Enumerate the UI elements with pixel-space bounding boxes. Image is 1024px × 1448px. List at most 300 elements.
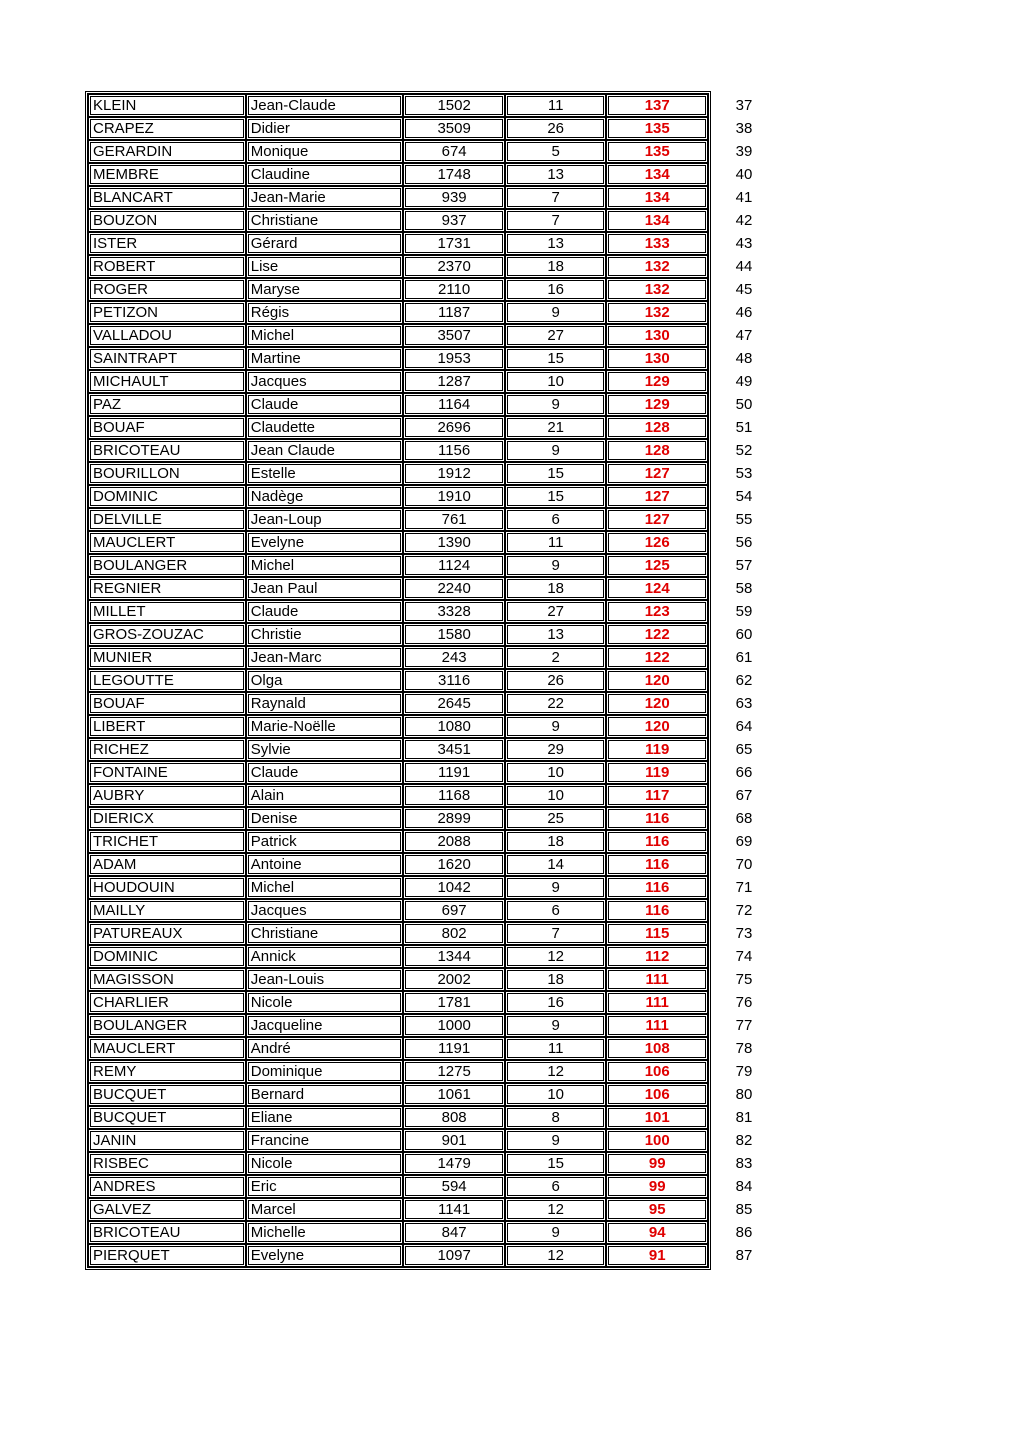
score-cell: 125 bbox=[606, 554, 708, 577]
score-cell: 101 bbox=[606, 1106, 708, 1129]
count-cell: 16 bbox=[505, 278, 606, 301]
count-cell: 5 bbox=[505, 140, 606, 163]
rank-number: 61 bbox=[735, 649, 753, 666]
first-name-cell: Jean-Claude bbox=[246, 94, 404, 117]
rank-number: 74 bbox=[735, 948, 753, 965]
table-row bbox=[88, 577, 708, 600]
first-name-cell: Olga bbox=[246, 669, 404, 692]
table-row bbox=[88, 784, 708, 807]
rank-number: 85 bbox=[735, 1201, 753, 1218]
last-name-cell: SAINTRAPT bbox=[88, 347, 246, 370]
table-row bbox=[88, 830, 708, 853]
count-cell: 8 bbox=[505, 1106, 606, 1129]
first-name-cell: Jacques bbox=[246, 370, 404, 393]
score-cell: 127 bbox=[606, 508, 708, 531]
total-cell: 1502 bbox=[403, 94, 505, 117]
rank-number: 53 bbox=[735, 465, 753, 482]
first-name-cell: Michel bbox=[246, 554, 404, 577]
table-row bbox=[88, 623, 708, 646]
score-cell: 120 bbox=[606, 715, 708, 738]
total-cell: 1164 bbox=[403, 393, 505, 416]
total-cell: 1061 bbox=[403, 1083, 505, 1106]
table-row bbox=[88, 347, 708, 370]
first-name-cell: Claude bbox=[246, 761, 404, 784]
last-name-cell: PETIZON bbox=[88, 301, 246, 324]
rank-number: 43 bbox=[735, 235, 753, 252]
last-name-cell: BLANCART bbox=[88, 186, 246, 209]
score-cell: 117 bbox=[606, 784, 708, 807]
last-name-cell: DOMINIC bbox=[88, 945, 246, 968]
last-name-cell: HOUDOUIN bbox=[88, 876, 246, 899]
results-table bbox=[85, 91, 711, 1270]
first-name-cell: Jacqueline bbox=[246, 1014, 404, 1037]
total-cell: 1620 bbox=[403, 853, 505, 876]
rank-number: 86 bbox=[735, 1224, 753, 1241]
first-name-cell: André bbox=[246, 1037, 404, 1060]
total-cell: 1912 bbox=[403, 462, 505, 485]
first-name-cell: Annick bbox=[246, 945, 404, 968]
total-cell: 1580 bbox=[403, 623, 505, 646]
table-row bbox=[88, 462, 708, 485]
table-row bbox=[88, 853, 708, 876]
first-name-cell: Patrick bbox=[246, 830, 404, 853]
count-cell: 18 bbox=[505, 830, 606, 853]
rank-number: 65 bbox=[735, 741, 753, 758]
last-name-cell: DOMINIC bbox=[88, 485, 246, 508]
table-row bbox=[88, 554, 708, 577]
total-cell: 2370 bbox=[403, 255, 505, 278]
first-name-cell: Monique bbox=[246, 140, 404, 163]
first-name-cell: Michelle bbox=[246, 1221, 404, 1244]
last-name-cell: BOUAF bbox=[88, 416, 246, 439]
total-cell: 674 bbox=[403, 140, 505, 163]
count-cell: 9 bbox=[505, 301, 606, 324]
rank-number: 44 bbox=[735, 258, 753, 275]
count-cell: 27 bbox=[505, 324, 606, 347]
score-cell: 128 bbox=[606, 439, 708, 462]
count-cell: 6 bbox=[505, 899, 606, 922]
table-row bbox=[88, 807, 708, 830]
count-cell: 15 bbox=[505, 462, 606, 485]
first-name-cell: Nadège bbox=[246, 485, 404, 508]
count-cell: 14 bbox=[505, 853, 606, 876]
score-cell: 134 bbox=[606, 163, 708, 186]
first-name-cell: Jean-Louis bbox=[246, 968, 404, 991]
rank-number: 48 bbox=[735, 350, 753, 367]
score-cell: 116 bbox=[606, 899, 708, 922]
score-cell: 130 bbox=[606, 324, 708, 347]
count-cell: 12 bbox=[505, 1244, 606, 1267]
last-name-cell: DIERICX bbox=[88, 807, 246, 830]
first-name-cell: Claudette bbox=[246, 416, 404, 439]
table-row bbox=[88, 1129, 708, 1152]
total-cell: 1000 bbox=[403, 1014, 505, 1037]
rank-number: 60 bbox=[735, 626, 753, 643]
last-name-cell: FONTAINE bbox=[88, 761, 246, 784]
last-name-cell: BRICOTEAU bbox=[88, 439, 246, 462]
score-cell: 122 bbox=[606, 623, 708, 646]
count-cell: 12 bbox=[505, 1060, 606, 1083]
total-cell: 2240 bbox=[403, 577, 505, 600]
count-cell: 9 bbox=[505, 554, 606, 577]
rank-number: 70 bbox=[735, 856, 753, 873]
first-name-cell: Jean Claude bbox=[246, 439, 404, 462]
first-name-cell: Claudine bbox=[246, 163, 404, 186]
score-cell: 129 bbox=[606, 370, 708, 393]
table-row bbox=[88, 117, 708, 140]
last-name-cell: RISBEC bbox=[88, 1152, 246, 1175]
first-name-cell: Michel bbox=[246, 324, 404, 347]
table-row bbox=[88, 899, 708, 922]
rank-number: 40 bbox=[735, 166, 753, 183]
total-cell: 1275 bbox=[403, 1060, 505, 1083]
count-cell: 18 bbox=[505, 255, 606, 278]
table-row bbox=[88, 232, 708, 255]
total-cell: 1479 bbox=[403, 1152, 505, 1175]
first-name-cell: Claude bbox=[246, 600, 404, 623]
rank-number: 81 bbox=[735, 1109, 753, 1126]
total-cell: 761 bbox=[403, 508, 505, 531]
total-cell: 808 bbox=[403, 1106, 505, 1129]
first-name-cell: Michel bbox=[246, 876, 404, 899]
first-name-cell: Francine bbox=[246, 1129, 404, 1152]
table-row bbox=[88, 324, 708, 347]
first-name-cell: Jean-Loup bbox=[246, 508, 404, 531]
rank-number: 77 bbox=[735, 1017, 753, 1034]
total-cell: 697 bbox=[403, 899, 505, 922]
total-cell: 1187 bbox=[403, 301, 505, 324]
table-row bbox=[88, 508, 708, 531]
last-name-cell: DELVILLE bbox=[88, 508, 246, 531]
score-cell: 100 bbox=[606, 1129, 708, 1152]
rank-number: 37 bbox=[735, 97, 753, 114]
last-name-cell: BRICOTEAU bbox=[88, 1221, 246, 1244]
count-cell: 9 bbox=[505, 439, 606, 462]
rank-number: 47 bbox=[735, 327, 753, 344]
first-name-cell: Christie bbox=[246, 623, 404, 646]
total-cell: 243 bbox=[403, 646, 505, 669]
table-row bbox=[88, 370, 708, 393]
first-name-cell: Jacques bbox=[246, 899, 404, 922]
count-cell: 10 bbox=[505, 370, 606, 393]
count-cell: 9 bbox=[505, 876, 606, 899]
table-row bbox=[88, 1198, 708, 1221]
count-cell: 27 bbox=[505, 600, 606, 623]
total-cell: 1191 bbox=[403, 761, 505, 784]
table-row bbox=[88, 439, 708, 462]
total-cell: 2088 bbox=[403, 830, 505, 853]
table-row bbox=[88, 968, 708, 991]
score-cell: 116 bbox=[606, 830, 708, 853]
count-cell: 2 bbox=[505, 646, 606, 669]
last-name-cell: REGNIER bbox=[88, 577, 246, 600]
last-name-cell: JANIN bbox=[88, 1129, 246, 1152]
count-cell: 16 bbox=[505, 991, 606, 1014]
total-cell: 1097 bbox=[403, 1244, 505, 1267]
total-cell: 1124 bbox=[403, 554, 505, 577]
total-cell: 2899 bbox=[403, 807, 505, 830]
score-cell: 99 bbox=[606, 1152, 708, 1175]
score-cell: 111 bbox=[606, 1014, 708, 1037]
score-cell: 134 bbox=[606, 186, 708, 209]
total-cell: 2645 bbox=[403, 692, 505, 715]
rank-number: 76 bbox=[735, 994, 753, 1011]
score-cell: 127 bbox=[606, 485, 708, 508]
rank-number: 58 bbox=[735, 580, 753, 597]
total-cell: 1156 bbox=[403, 439, 505, 462]
table-row bbox=[88, 715, 708, 738]
table-row bbox=[88, 738, 708, 761]
rank-number: 84 bbox=[735, 1178, 753, 1195]
table-row bbox=[88, 186, 708, 209]
last-name-cell: BUCQUET bbox=[88, 1083, 246, 1106]
score-cell: 116 bbox=[606, 807, 708, 830]
rank-number: 46 bbox=[735, 304, 753, 321]
rank-number: 55 bbox=[735, 511, 753, 528]
last-name-cell: CHARLIER bbox=[88, 991, 246, 1014]
score-cell: 132 bbox=[606, 301, 708, 324]
total-cell: 1390 bbox=[403, 531, 505, 554]
score-cell: 132 bbox=[606, 255, 708, 278]
last-name-cell: BOULANGER bbox=[88, 1014, 246, 1037]
score-cell: 119 bbox=[606, 738, 708, 761]
score-cell: 120 bbox=[606, 692, 708, 715]
last-name-cell: GROS-ZOUZAC bbox=[88, 623, 246, 646]
rank-number: 39 bbox=[735, 143, 753, 160]
rank-number: 45 bbox=[735, 281, 753, 298]
table-row bbox=[88, 416, 708, 439]
score-cell: 123 bbox=[606, 600, 708, 623]
first-name-cell: Nicole bbox=[246, 991, 404, 1014]
last-name-cell: KLEIN bbox=[88, 94, 246, 117]
first-name-cell: Lise bbox=[246, 255, 404, 278]
last-name-cell: TRICHET bbox=[88, 830, 246, 853]
last-name-cell: MAGISSON bbox=[88, 968, 246, 991]
count-cell: 10 bbox=[505, 761, 606, 784]
rank-number: 67 bbox=[735, 787, 753, 804]
first-name-cell: Régis bbox=[246, 301, 404, 324]
table-row bbox=[88, 692, 708, 715]
total-cell: 802 bbox=[403, 922, 505, 945]
table-row bbox=[88, 301, 708, 324]
rank-number: 64 bbox=[735, 718, 753, 735]
score-cell: 134 bbox=[606, 209, 708, 232]
table-row bbox=[88, 646, 708, 669]
count-cell: 13 bbox=[505, 623, 606, 646]
table-row bbox=[88, 209, 708, 232]
total-cell: 901 bbox=[403, 1129, 505, 1152]
last-name-cell: LIBERT bbox=[88, 715, 246, 738]
table-row bbox=[88, 393, 708, 416]
score-cell: 94 bbox=[606, 1221, 708, 1244]
table-row bbox=[88, 945, 708, 968]
score-cell: 116 bbox=[606, 876, 708, 899]
count-cell: 18 bbox=[505, 968, 606, 991]
last-name-cell: AUBRY bbox=[88, 784, 246, 807]
table-row bbox=[88, 761, 708, 784]
score-cell: 124 bbox=[606, 577, 708, 600]
first-name-cell: Christiane bbox=[246, 209, 404, 232]
total-cell: 3328 bbox=[403, 600, 505, 623]
total-cell: 1344 bbox=[403, 945, 505, 968]
total-cell: 1191 bbox=[403, 1037, 505, 1060]
total-cell: 847 bbox=[403, 1221, 505, 1244]
first-name-cell: Jean-Marie bbox=[246, 186, 404, 209]
count-cell: 7 bbox=[505, 209, 606, 232]
rank-number: 75 bbox=[735, 971, 753, 988]
rank-number: 72 bbox=[735, 902, 753, 919]
rank-number: 78 bbox=[735, 1040, 753, 1057]
count-cell: 7 bbox=[505, 922, 606, 945]
total-cell: 1080 bbox=[403, 715, 505, 738]
score-cell: 112 bbox=[606, 945, 708, 968]
first-name-cell: Marie-Noëlle bbox=[246, 715, 404, 738]
count-cell: 13 bbox=[505, 163, 606, 186]
last-name-cell: BOUAF bbox=[88, 692, 246, 715]
last-name-cell: MUNIER bbox=[88, 646, 246, 669]
score-cell: 129 bbox=[606, 393, 708, 416]
rank-number: 87 bbox=[735, 1247, 753, 1264]
table-row bbox=[88, 669, 708, 692]
score-cell: 108 bbox=[606, 1037, 708, 1060]
last-name-cell: ADAM bbox=[88, 853, 246, 876]
first-name-cell: Martine bbox=[246, 347, 404, 370]
first-name-cell: Evelyne bbox=[246, 531, 404, 554]
rank-number: 51 bbox=[735, 419, 753, 436]
last-name-cell: LEGOUTTE bbox=[88, 669, 246, 692]
rank-number: 52 bbox=[735, 442, 753, 459]
count-cell: 25 bbox=[505, 807, 606, 830]
total-cell: 594 bbox=[403, 1175, 505, 1198]
total-cell: 1748 bbox=[403, 163, 505, 186]
count-cell: 9 bbox=[505, 1129, 606, 1152]
score-cell: 111 bbox=[606, 968, 708, 991]
table-row bbox=[88, 255, 708, 278]
score-cell: 106 bbox=[606, 1083, 708, 1106]
count-cell: 22 bbox=[505, 692, 606, 715]
last-name-cell: MEMBRE bbox=[88, 163, 246, 186]
rank-number: 41 bbox=[735, 189, 753, 206]
count-cell: 15 bbox=[505, 347, 606, 370]
rank-number: 38 bbox=[735, 120, 753, 137]
rank-number: 79 bbox=[735, 1063, 753, 1080]
table-row bbox=[88, 1060, 708, 1083]
rank-number: 50 bbox=[735, 396, 753, 413]
score-cell: 137 bbox=[606, 94, 708, 117]
score-cell: 119 bbox=[606, 761, 708, 784]
table-row bbox=[88, 163, 708, 186]
score-cell: 116 bbox=[606, 853, 708, 876]
first-name-cell: Jean-Marc bbox=[246, 646, 404, 669]
count-cell: 26 bbox=[505, 669, 606, 692]
last-name-cell: BUCQUET bbox=[88, 1106, 246, 1129]
count-cell: 26 bbox=[505, 117, 606, 140]
last-name-cell: BOULANGER bbox=[88, 554, 246, 577]
table-row bbox=[88, 531, 708, 554]
total-cell: 1287 bbox=[403, 370, 505, 393]
table-row bbox=[88, 1152, 708, 1175]
rank-number: 54 bbox=[735, 488, 753, 505]
first-name-cell: Antoine bbox=[246, 853, 404, 876]
count-cell: 9 bbox=[505, 1014, 606, 1037]
score-cell: 130 bbox=[606, 347, 708, 370]
first-name-cell: Didier bbox=[246, 117, 404, 140]
score-cell: 95 bbox=[606, 1198, 708, 1221]
rank-number: 69 bbox=[735, 833, 753, 850]
rank-number: 57 bbox=[735, 557, 753, 574]
count-cell: 6 bbox=[505, 1175, 606, 1198]
total-cell: 2110 bbox=[403, 278, 505, 301]
table-row bbox=[88, 1037, 708, 1060]
first-name-cell: Sylvie bbox=[246, 738, 404, 761]
rank-number: 62 bbox=[735, 672, 753, 689]
count-cell: 13 bbox=[505, 232, 606, 255]
last-name-cell: VALLADOU bbox=[88, 324, 246, 347]
first-name-cell: Jean Paul bbox=[246, 577, 404, 600]
count-cell: 6 bbox=[505, 508, 606, 531]
total-cell: 937 bbox=[403, 209, 505, 232]
count-cell: 7 bbox=[505, 186, 606, 209]
count-cell: 12 bbox=[505, 945, 606, 968]
rank-number: 80 bbox=[735, 1086, 753, 1103]
last-name-cell: MILLET bbox=[88, 600, 246, 623]
count-cell: 15 bbox=[505, 485, 606, 508]
score-cell: 133 bbox=[606, 232, 708, 255]
score-cell: 135 bbox=[606, 117, 708, 140]
table-row bbox=[88, 485, 708, 508]
first-name-cell: Evelyne bbox=[246, 1244, 404, 1267]
last-name-cell: PAZ bbox=[88, 393, 246, 416]
score-cell: 120 bbox=[606, 669, 708, 692]
table-row bbox=[88, 94, 708, 117]
total-cell: 1042 bbox=[403, 876, 505, 899]
first-name-cell: Alain bbox=[246, 784, 404, 807]
count-cell: 12 bbox=[505, 1198, 606, 1221]
rank-number: 68 bbox=[735, 810, 753, 827]
last-name-cell: ISTER bbox=[88, 232, 246, 255]
last-name-cell: ROGER bbox=[88, 278, 246, 301]
table-row bbox=[88, 1106, 708, 1129]
rank-number: 71 bbox=[735, 879, 753, 896]
count-cell: 29 bbox=[505, 738, 606, 761]
total-cell: 2002 bbox=[403, 968, 505, 991]
total-cell: 1141 bbox=[403, 1198, 505, 1221]
count-cell: 21 bbox=[505, 416, 606, 439]
last-name-cell: RICHEZ bbox=[88, 738, 246, 761]
rank-number: 49 bbox=[735, 373, 753, 390]
last-name-cell: ANDRES bbox=[88, 1175, 246, 1198]
last-name-cell: BOUZON bbox=[88, 209, 246, 232]
total-cell: 3509 bbox=[403, 117, 505, 140]
score-cell: 106 bbox=[606, 1060, 708, 1083]
score-cell: 132 bbox=[606, 278, 708, 301]
count-cell: 15 bbox=[505, 1152, 606, 1175]
last-name-cell: GERARDIN bbox=[88, 140, 246, 163]
first-name-cell: Claude bbox=[246, 393, 404, 416]
total-cell: 939 bbox=[403, 186, 505, 209]
last-name-cell: BOURILLON bbox=[88, 462, 246, 485]
last-name-cell: MAUCLERT bbox=[88, 531, 246, 554]
table-row bbox=[88, 600, 708, 623]
total-cell: 1781 bbox=[403, 991, 505, 1014]
total-cell: 1731 bbox=[403, 232, 505, 255]
first-name-cell: Eliane bbox=[246, 1106, 404, 1129]
last-name-cell: GALVEZ bbox=[88, 1198, 246, 1221]
last-name-cell: MICHAULT bbox=[88, 370, 246, 393]
first-name-cell: Bernard bbox=[246, 1083, 404, 1106]
score-cell: 122 bbox=[606, 646, 708, 669]
score-cell: 135 bbox=[606, 140, 708, 163]
